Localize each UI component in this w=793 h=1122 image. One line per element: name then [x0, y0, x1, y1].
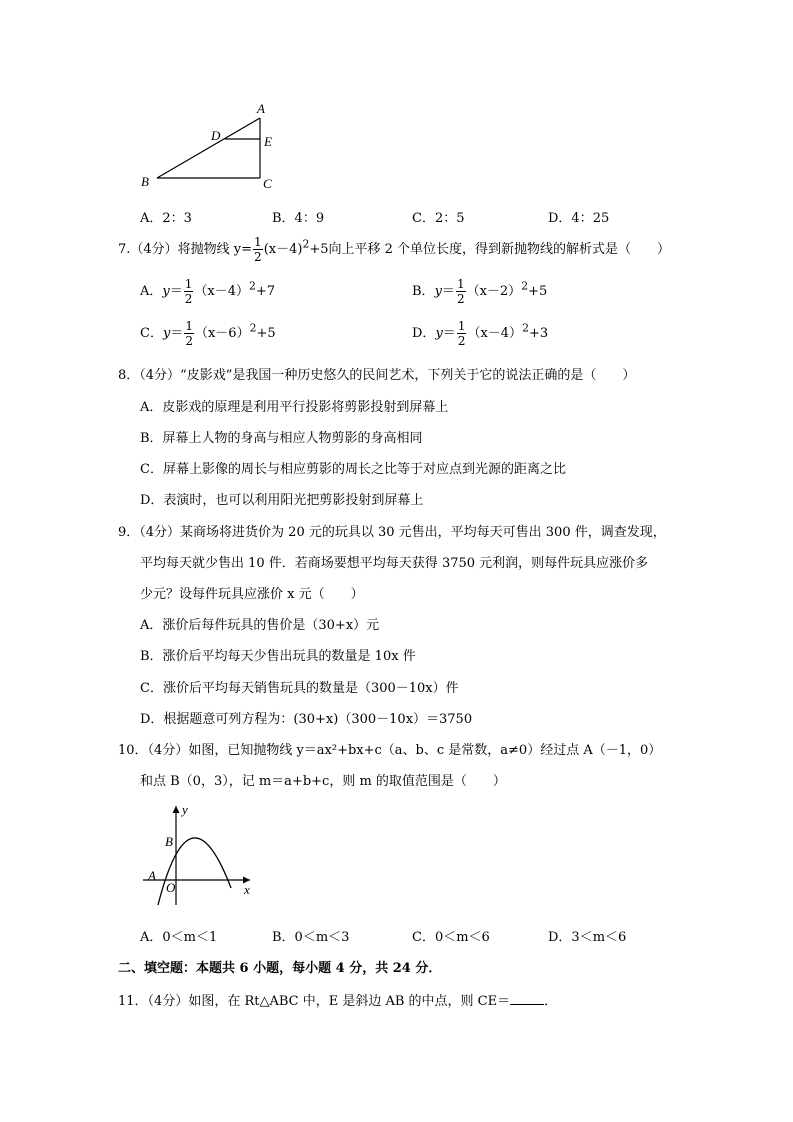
q7-option-d-var: y: [435, 326, 443, 341]
label-a: A: [257, 101, 265, 116]
q10-option-b: B．0＜m＜3: [272, 930, 350, 945]
label-o: O: [166, 880, 176, 895]
q9-option-b: B．涨价后平均每天少售出玩具的数量是 10x 件: [140, 649, 416, 664]
label-y: y: [182, 802, 188, 817]
q9-line-3: 少元？设每件玩具应涨价 x 元（ ）: [140, 587, 364, 602]
q7-option-c-num: 1: [185, 319, 193, 333]
side-ab: [157, 118, 260, 178]
q7-option-d-expr: （x－4）: [467, 326, 523, 341]
q9-option-d: D．根据题意可列方程为：(30+x)（300－10x）＝3750: [140, 712, 473, 727]
q10-line-2: 和点 B（0，3），记 m＝a+b+c，则 m 的取值范围是（ ）: [140, 774, 506, 789]
label-a: A: [148, 868, 156, 883]
q7-expr: (x－4): [263, 242, 303, 257]
q11-text: 11．（4分）如图，在 Rt△ABC 中，E 是斜边 AB 的中点，则 CE＝: [118, 994, 511, 1009]
q7-option-c-expr: （x－6）: [194, 326, 250, 341]
triangle-figure: [135, 98, 295, 198]
label-d: D: [211, 128, 221, 143]
q7-option-b-tail: +5: [528, 284, 548, 299]
q7-option-c-fraction: [184, 320, 194, 347]
q7-fraction-num: 1: [254, 235, 262, 249]
q6-option-b: B．4：9: [272, 211, 325, 226]
q7-option-a-num: 1: [184, 277, 193, 291]
q7-option-d-label: D．: [412, 326, 436, 341]
q8-option-c: C．屏幕上影像的周长与相应剪影的周长之比等于对应点到光源的距离之比: [140, 462, 566, 477]
q7-option-b-fraction: [456, 278, 466, 305]
q7-option-c-sup: 2: [249, 321, 257, 335]
q7-option-b: [412, 278, 547, 305]
q6-option-c: C．2：5: [412, 211, 465, 226]
label-b: B: [141, 174, 149, 189]
q10-option-c: C．0＜m＜6: [412, 930, 490, 945]
q7-option-c-label: C．: [140, 326, 163, 341]
label-e: E: [264, 134, 272, 149]
label-x: x: [244, 882, 250, 897]
q7-prefix: 7.（4分）将抛物线 y=: [118, 242, 253, 257]
q7-option-a-label: A．: [140, 284, 163, 299]
q7-option-c-tail: +5: [256, 326, 276, 341]
q7-option-d-fraction: [457, 320, 467, 347]
q8-option-b: B．屏幕上人物的身高与相应人物剪影的身高相同: [140, 431, 423, 446]
q7-stem: [118, 236, 670, 263]
q7-option-d: [412, 320, 548, 347]
q9-option-c: C．涨价后平均每天销售玩具的数量是（300－10x）件: [140, 681, 459, 696]
q11-answer-blank[interactable]: [510, 992, 544, 1005]
q7-option-b-num: 1: [456, 277, 465, 291]
q7-option-b-eq: ＝: [441, 284, 455, 299]
q10-line-1: 10．（4分）如图，已知抛物线 y＝ax²+bx+c（a、b、c 是常数，a≠0）经过点 A（－1，0）: [118, 743, 662, 758]
q7-option-d-sup: 2: [522, 321, 529, 335]
q7-option-a: [140, 278, 275, 305]
parabola-figure: [138, 800, 263, 910]
q6-option-a: A．2：3: [140, 211, 192, 226]
q7-fraction-den: 2: [254, 250, 262, 264]
q9-option-a: A．涨价后每件玩具的售价是（30+x）元: [140, 618, 380, 633]
q7-option-d-tail: +3: [528, 326, 549, 341]
q7-option-a-tail: +7: [255, 284, 276, 299]
q7-option-a-eq: ＝: [169, 284, 183, 299]
q7-option-b-den: 2: [456, 292, 465, 306]
q8-stem: 8．（4分）“皮影戏”是我国一种历史悠久的民间艺术，下列关于它的说法正确的是（ ）: [118, 368, 636, 383]
q7-option-c-den: 2: [185, 334, 193, 348]
q9-line-2: 平均每天就少售出 10 件．若商场要想平均每天获得 3750 元利润，则每件玩具应涨价多: [140, 556, 649, 571]
q7-option-d-num: 1: [457, 319, 466, 333]
q7-option-b-expr: （x－2）: [466, 284, 522, 299]
q9-line-1: 9．（4分）某商场将进货价为 20 元的玩具以 30 元售出，平均每天可售出 300 件，调查发现，: [118, 525, 666, 540]
q6-option-d: D．4：25: [548, 211, 610, 226]
section-heading: 二、填空题：本题共 6 小题，每小题 4 分，共 24 分．: [118, 961, 442, 976]
q8-option-d: D．表演时，也可以利用阳光把剪影投射到屏幕上: [140, 493, 424, 508]
q10-option-a: A．0＜m＜1: [140, 930, 218, 945]
q7-sup: 2: [302, 237, 310, 251]
q7-option-a-fraction: [184, 278, 194, 305]
q7-option-c-eq: ＝: [170, 326, 184, 341]
q7-option-b-sup: 2: [521, 279, 529, 293]
q10-option-d: D．3＜m＜6: [548, 930, 627, 945]
q7-option-a-sup: 2: [249, 279, 256, 293]
q7-option-b-var: y: [434, 284, 442, 299]
q7-option-c-var: y: [162, 326, 171, 341]
q7-option-d-den: 2: [457, 334, 466, 348]
q7-option-d-eq: ＝: [442, 326, 456, 341]
q7-fraction: [253, 236, 263, 263]
q8-option-a: A．皮影戏的原理是利用平行投影将剪影投射到屏幕上: [140, 400, 449, 415]
q11-stem: [118, 990, 557, 1009]
label-b: B: [165, 834, 173, 849]
q11-end: ．: [544, 994, 558, 1009]
q7-option-a-expr: （x－4）: [194, 284, 250, 299]
q7-option-c: [140, 320, 276, 347]
label-c: C: [263, 176, 272, 191]
q7-suffix: +5向上平移 2 个单位长度，得到新抛物线的解析式是（ ）: [309, 242, 671, 257]
q7-option-a-var: y: [162, 284, 170, 299]
q7-option-a-den: 2: [184, 292, 193, 306]
q7-option-b-label: B．: [412, 284, 435, 299]
